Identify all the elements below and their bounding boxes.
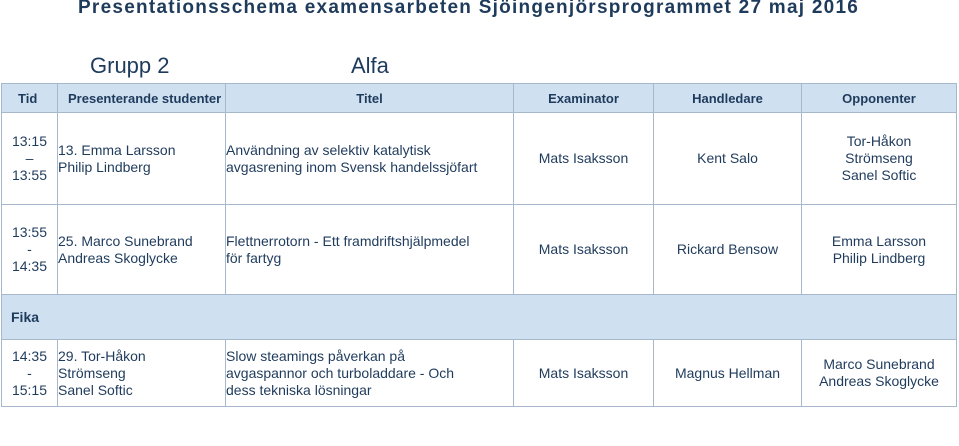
opponent-line: Andreas Skoglycke (819, 373, 939, 389)
opponent-line: Emma Larsson (831, 232, 927, 249)
title-cell (226, 113, 514, 205)
time-start: 13:15 (11, 133, 48, 149)
title-line: för fartyg (226, 249, 282, 266)
title-line: Slow steamings påverkan på (226, 347, 405, 364)
supervisor-cell: Kent Salo (654, 113, 802, 205)
table-row (2, 340, 957, 407)
presenter-line: Andreas Skoglycke (58, 249, 178, 266)
column-header-opponents: Opponenter (802, 84, 957, 113)
time-end: 14:35 (11, 258, 48, 274)
title-cell (226, 205, 514, 295)
presenter-line: 29. Tor-Håkon (58, 347, 146, 364)
title-line: Flettnerrotorn - Ett framdriftshjälpmedel (226, 232, 470, 249)
presenter-line: Strömseng (58, 364, 126, 381)
time-separator: - (27, 364, 32, 381)
time-cell (2, 205, 58, 295)
table-header-row (2, 84, 957, 113)
title-line: Användning av selektiv katalytisk (226, 141, 431, 158)
opponents-cell (802, 113, 957, 205)
presenters-cell (58, 340, 226, 407)
group-label: Grupp 2 (90, 53, 170, 78)
presenter-line: Sanel Softic (58, 381, 133, 398)
opponent-line: Marco Sunebrand (823, 356, 935, 372)
table-row (2, 205, 957, 295)
presenter-line: Philip Lindberg (58, 158, 151, 175)
opponents-cell (802, 205, 957, 295)
title-line: dess tekniska lösningar (226, 381, 372, 398)
group-name: Alfa (351, 53, 389, 78)
supervisor-cell: Rickard Bensow (654, 205, 802, 295)
break-label: Fika (2, 295, 957, 340)
column-header-tid: Tid (2, 84, 58, 113)
time-end: 15:15 (11, 381, 48, 398)
page-title: Presentationsschema examensarbeten Sjöingenjörsprogrammet 27 maj 2016 (78, 0, 860, 18)
opponent-line: Strömseng (845, 150, 913, 166)
time-separator: - (27, 241, 32, 257)
examiner-cell: Mats Isaksson (514, 205, 654, 295)
title-cell (226, 340, 514, 407)
time-separator: – (25, 150, 34, 166)
title-line: avgaspannor och turboladdare - Och (226, 364, 455, 381)
time-end: 13:55 (11, 167, 48, 183)
column-header-examiner: Examinator (514, 84, 654, 113)
opponent-line: Sanel Softic (841, 167, 917, 183)
time-start: 13:55 (11, 224, 48, 240)
column-header-presenters: Presenterande studenter (58, 84, 226, 113)
presenters-cell (58, 113, 226, 205)
examiner-cell: Mats Isaksson (514, 113, 654, 205)
time-cell (2, 340, 58, 407)
time-start: 14:35 (11, 347, 48, 364)
opponent-line: Tor-Håkon (846, 133, 912, 149)
column-header-supervisor: Handledare (654, 84, 802, 113)
presenters-cell (58, 205, 226, 295)
supervisor-cell: Magnus Hellman (654, 340, 802, 407)
table-row (2, 113, 957, 205)
break-row (2, 295, 957, 340)
presenter-line: 25. Marco Sunebrand (58, 232, 193, 249)
time-cell (2, 113, 58, 205)
column-header-title: Titel (226, 84, 514, 113)
opponent-line: Philip Lindberg (832, 249, 926, 266)
opponents-cell (802, 340, 957, 407)
presenter-line: 13. Emma Larsson (58, 141, 176, 158)
examiner-cell: Mats Isaksson (514, 340, 654, 407)
title-line: avgasrening inom Svensk handelssjöfart (226, 158, 478, 175)
schedule-table (1, 83, 957, 407)
